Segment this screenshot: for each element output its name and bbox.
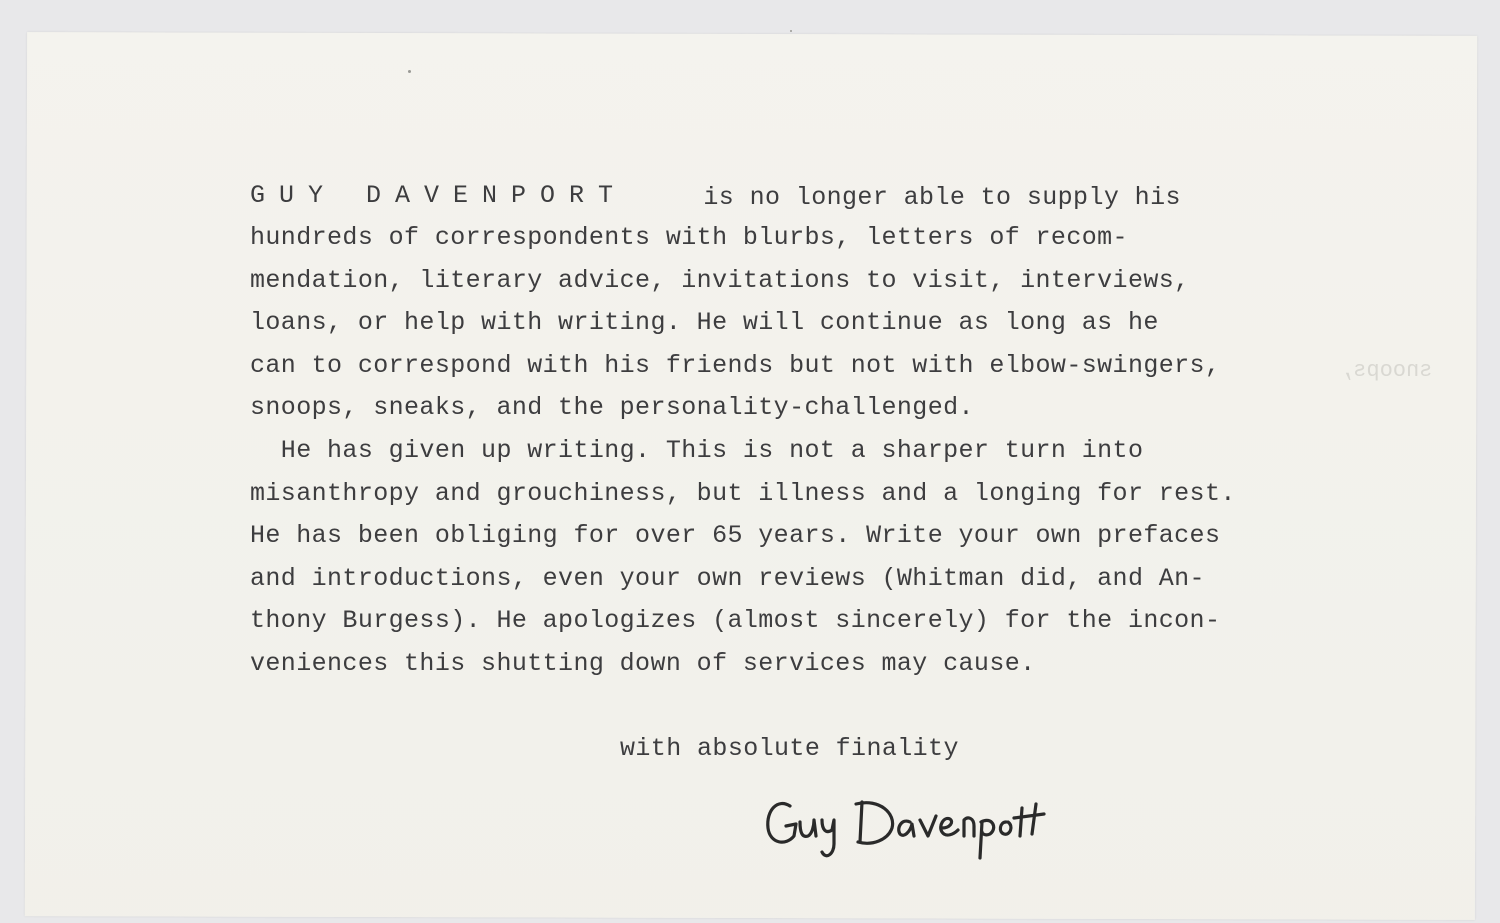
paper-speck <box>790 30 792 32</box>
paragraph1-line-4: loans, or help with writing. He will continue as long as he <box>250 308 1159 337</box>
paragraph2-line-5: thony Burgess). He apologizes (almost sincerely) for the incon- <box>250 606 1221 635</box>
paragraph2-line-2: misanthropy and grouchiness, but illness and a longing for rest. <box>250 479 1236 508</box>
paragraph1-line-5: can to correspond with his friends but not with elbow-swingers, <box>250 351 1221 380</box>
paragraph1-line-2: hundreds of correspondents with blurbs, letters of recom- <box>250 223 1128 252</box>
heading-name: GUY DAVENPORT <box>250 181 628 210</box>
paragraph1-line-3: mendation, literary advice, invitations to visit, interviews, <box>250 266 1190 295</box>
show-through-text: snoops, <box>1340 358 1433 383</box>
paper-speck <box>408 70 411 73</box>
handwritten-signature <box>760 792 1060 882</box>
paragraph2-line-1: He has given up writing. This is not a sharper turn into <box>250 436 1144 465</box>
paragraph2-line-4: and introductions, even your own reviews (Whitman did, and An- <box>250 564 1205 593</box>
paragraph2-line-3: He has been obliging for over 65 years. Write your own prefaces <box>250 521 1221 550</box>
closing-line: with absolute finality <box>620 734 959 763</box>
paper-texture <box>25 32 1477 920</box>
paragraph1-line-6: snoops, sneaks, and the personality-challenged. <box>250 393 974 422</box>
paragraph2-line-6: veniences this shutting down of services may cause. <box>250 649 1036 678</box>
paragraph1-line-1: is no longer able to supply his <box>688 183 1181 212</box>
letter-sheet <box>25 32 1477 920</box>
